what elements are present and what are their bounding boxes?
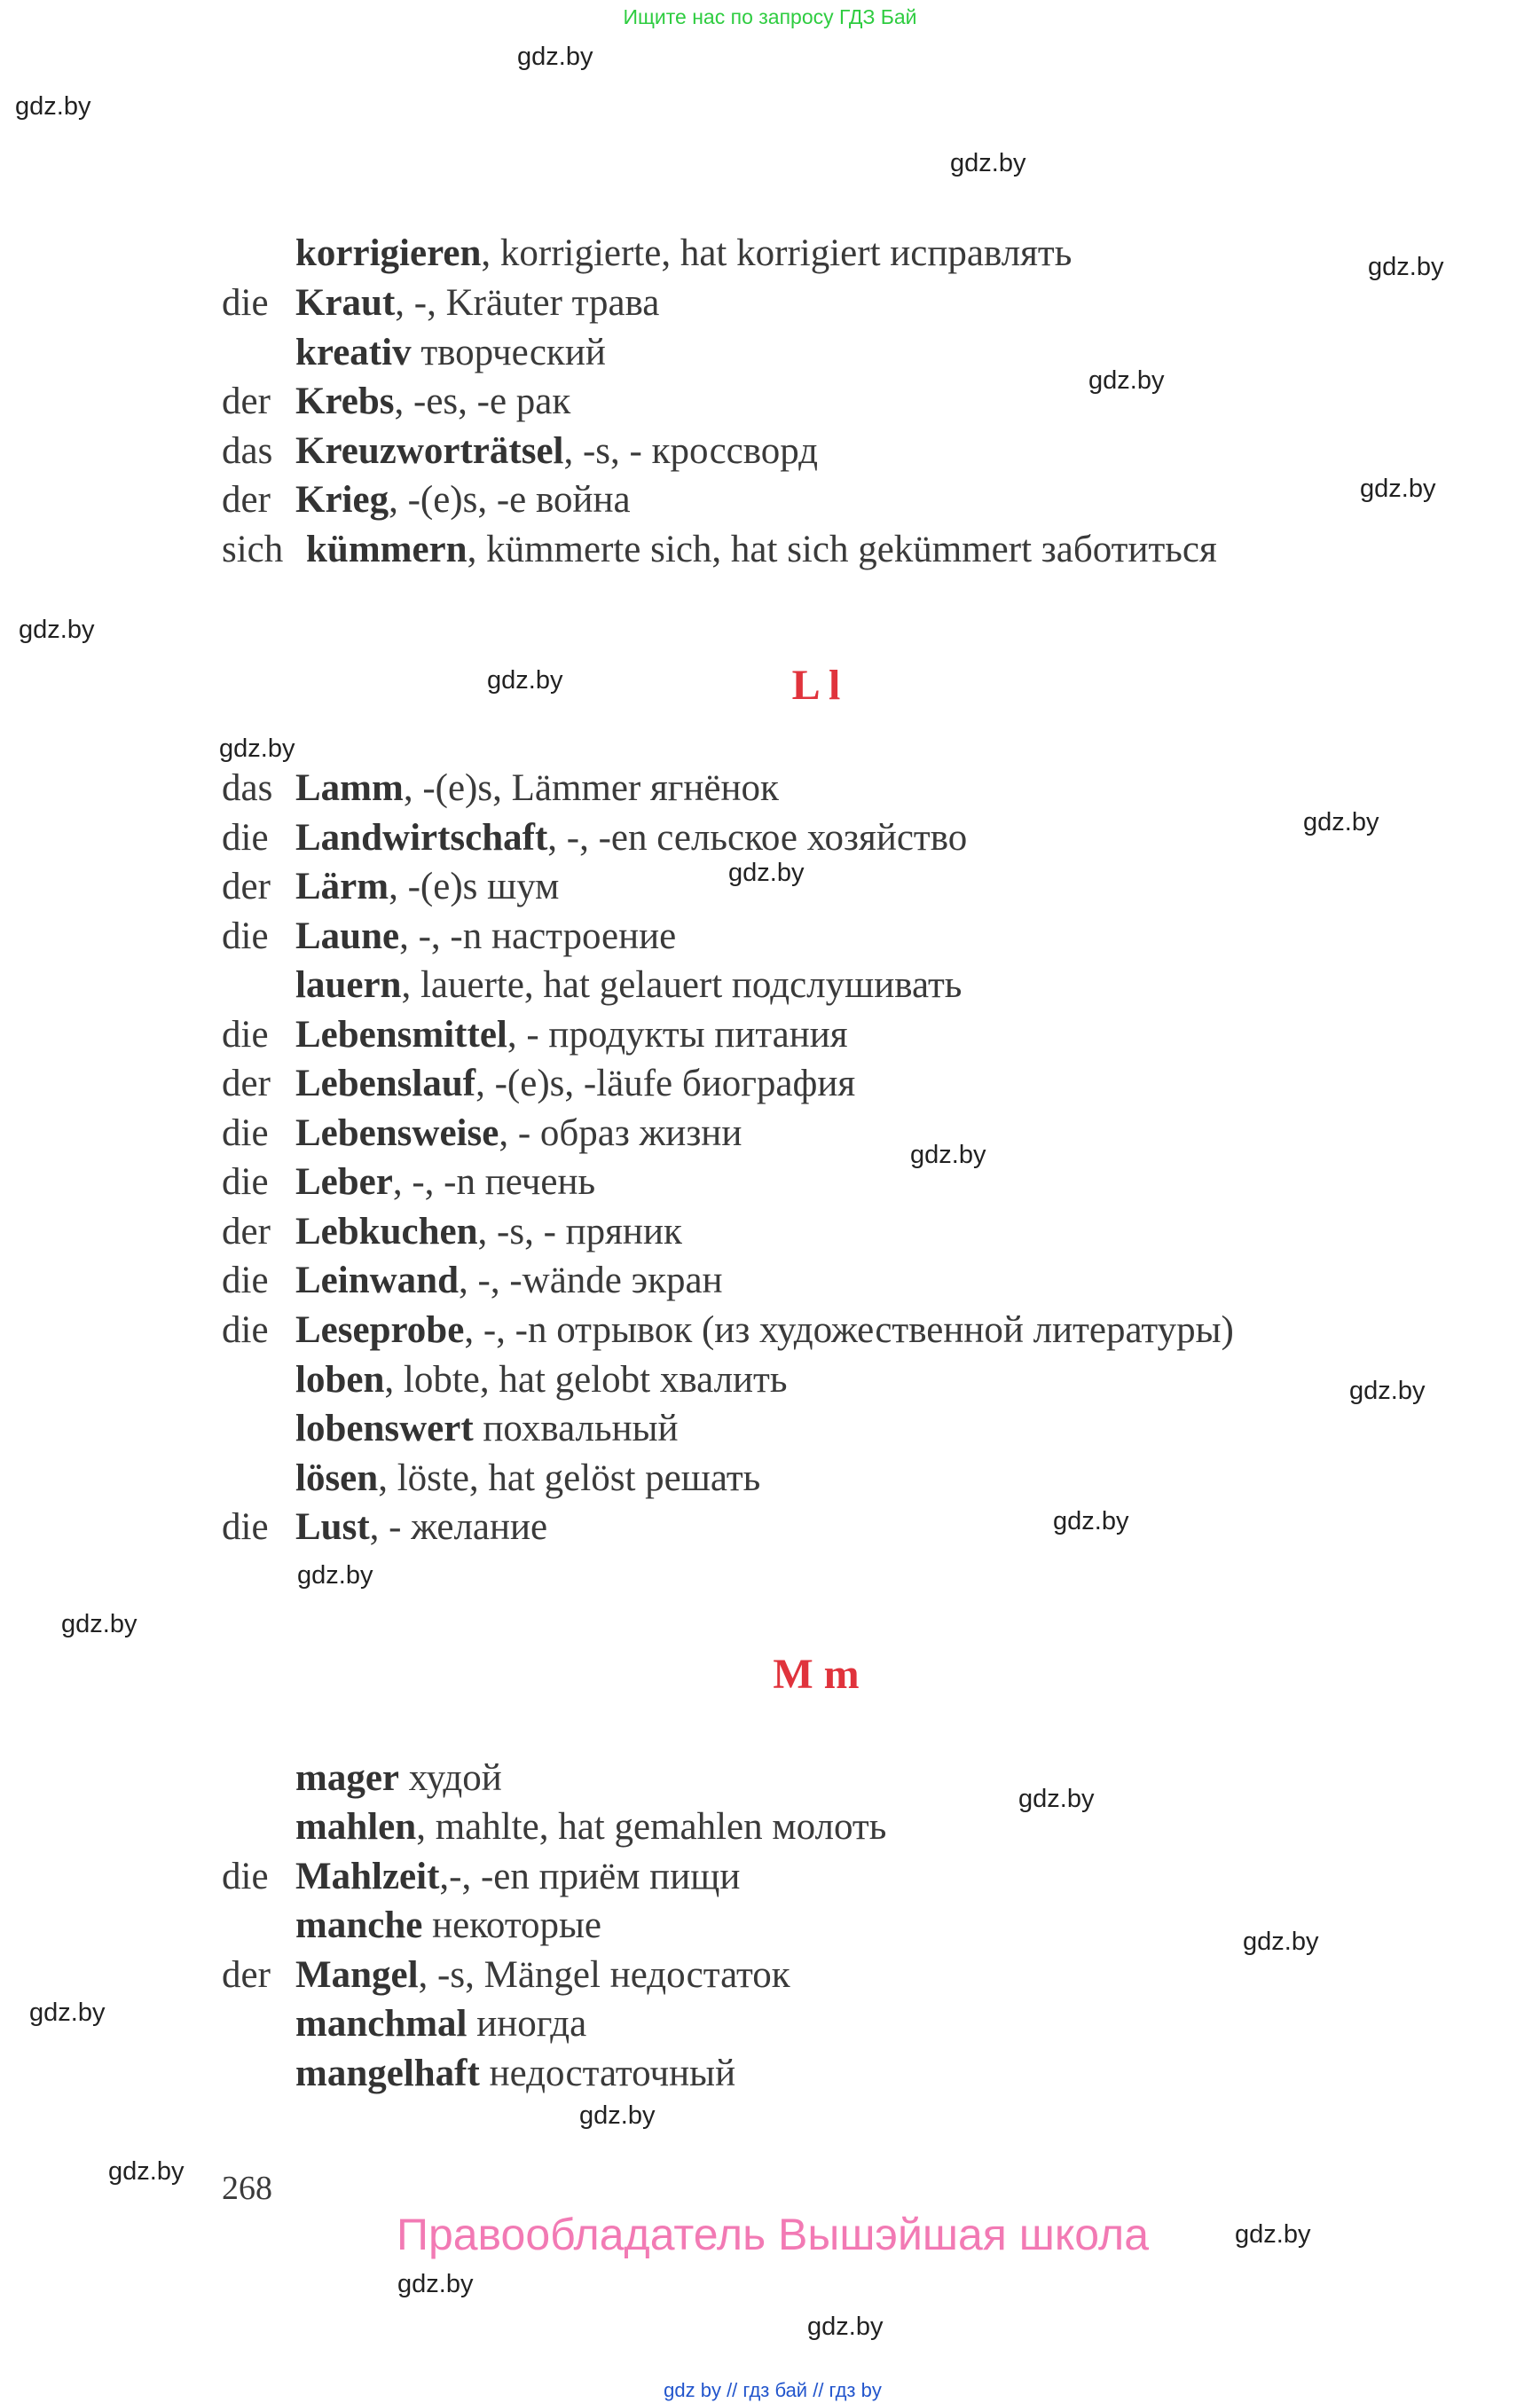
entry-headword: Leseprobe: [295, 1309, 465, 1351]
entry-forms-translation: , lobte, hat gelobt хвалить: [384, 1359, 788, 1401]
entry-headword: manchmal: [295, 2003, 468, 2045]
copyright-owner: Правообладатель Вышэйшая школа: [397, 2210, 1149, 2259]
watermark: gdz.by: [1303, 808, 1379, 836]
entry-article: die: [222, 1112, 269, 1154]
entry-forms-translation: , -, -n отрывок (из художественной литературы): [464, 1309, 1234, 1351]
entry-forms-translation: , lauerte, hat gelauert подслушивать: [401, 964, 962, 1006]
watermark: gdz.by: [1243, 1928, 1319, 1956]
entry-headword: Kraut: [295, 282, 396, 324]
entry-forms-translation: , -, -en сельское хозяйство: [547, 817, 968, 859]
entry-forms-translation: , -es, -e рак: [394, 381, 571, 422]
entry-article: der: [222, 1063, 271, 1104]
entry-headword: Lebensweise: [295, 1112, 499, 1154]
entry-forms-translation: , -, -n печень: [392, 1161, 596, 1203]
entry-headword: Laune: [295, 915, 400, 957]
entry-article: die: [222, 1506, 269, 1548]
entry-headword: kreativ: [295, 332, 412, 373]
entry-article: der: [222, 479, 271, 521]
entry-article: die: [222, 1014, 269, 1056]
entry-forms-translation: худой: [399, 1757, 502, 1799]
entry-headword: lauern: [295, 964, 402, 1006]
entry-forms-translation: , -(e)s шум: [389, 866, 560, 907]
entry-headword: Lust: [295, 1506, 370, 1548]
section-letter-heading: M m: [773, 1651, 860, 1698]
entry-forms-translation: , mahlte, hat gemahlen молоть: [416, 1806, 887, 1848]
entry-headword: Lebenslauf: [295, 1063, 476, 1104]
watermark: gdz.by: [297, 1561, 373, 1590]
entry-headword: Mangel: [295, 1954, 419, 1996]
entry-forms-translation: похвальный: [473, 1408, 679, 1449]
entry-article: der: [222, 1211, 271, 1253]
entry-article: die: [222, 1309, 269, 1351]
entry-headword: Krebs: [295, 381, 395, 422]
entry-forms-translation: творческий: [411, 332, 606, 373]
entry-article: die: [222, 1856, 269, 1897]
entry-headword: Lamm: [295, 767, 404, 809]
entry-article: der: [222, 381, 271, 422]
entry-forms-translation: , korrigierte, hat korrigiert исправлять: [481, 232, 1072, 274]
entry-headword: mangelhaft: [295, 2053, 480, 2094]
entry-headword: Kreuzworträtsel: [295, 430, 564, 472]
watermark: gdz.by: [1360, 475, 1436, 503]
entry-headword: Mahlzeit: [295, 1856, 440, 1897]
top-banner[interactable]: Ищите нас по запросу ГДЗ Бай: [623, 5, 917, 28]
watermark: gdz.by: [807, 2313, 884, 2341]
watermark: gdz.by: [1349, 1377, 1426, 1405]
watermark: gdz.by: [579, 2101, 656, 2130]
entry-article: der: [222, 866, 271, 907]
entry-headword: Leber: [295, 1161, 393, 1203]
entry-headword: korrigieren: [295, 232, 482, 274]
entry-forms-translation: , löste, hat gelöst решать: [378, 1457, 761, 1499]
entry-headword: mager: [295, 1757, 399, 1799]
entry-article: der: [222, 1954, 271, 1996]
entry-headword: Krieg: [295, 479, 389, 521]
entry-article: die: [222, 282, 269, 324]
entry-forms-translation: , -s, - пряник: [477, 1211, 682, 1253]
watermark: gdz.by: [1235, 2220, 1311, 2249]
entry-forms-translation: , -s, - кроссворд: [563, 430, 819, 472]
entry-headword: Lärm: [295, 866, 389, 907]
entry-forms-translation: , - продукты питания: [507, 1014, 848, 1056]
watermark: gdz.by: [29, 1999, 106, 2027]
entry-article: die: [222, 1260, 269, 1301]
entry-headword: lösen: [295, 1457, 379, 1499]
entry-forms-translation: , - образ жизни: [499, 1112, 742, 1154]
watermark: gdz.by: [910, 1141, 986, 1169]
watermark: gdz.by: [1053, 1507, 1129, 1535]
entry-headword: Lebkuchen: [295, 1211, 478, 1253]
entry-forms-translation: , -(e)s, -e война: [389, 479, 631, 521]
watermark: gdz.by: [219, 734, 295, 763]
entry-forms-translation: , kümmerte sich, hat sich gekümmert заботиться: [467, 529, 1217, 570]
watermark: gdz.by: [517, 43, 593, 71]
watermark: gdz.by: [19, 616, 95, 644]
entry-article: die: [222, 915, 269, 957]
entry-headword: loben: [295, 1359, 385, 1401]
entry-forms-translation: , -(e)s, Lämmer ягнёнок: [403, 767, 779, 809]
entry-headword: kümmern: [306, 529, 468, 570]
entry-headword: Lebensmittel: [295, 1014, 507, 1056]
watermark: gdz.by: [950, 149, 1026, 177]
entry-headword: Leinwand: [295, 1260, 460, 1301]
entry-forms-translation: ,-, -en приём пищи: [439, 1856, 741, 1897]
watermark: gdz.by: [397, 2270, 474, 2298]
entry-article: das: [222, 767, 273, 809]
watermark: gdz.by: [1368, 253, 1444, 281]
watermark: gdz.by: [108, 2157, 185, 2186]
entry-forms-translation: недостаточный: [479, 2053, 736, 2094]
page-number: 268: [222, 2170, 272, 2207]
watermark: gdz.by: [728, 859, 805, 887]
entry-article: das: [222, 430, 273, 472]
entry-headword: mahlen: [295, 1806, 417, 1848]
entry-forms-translation: , -, -n настроение: [399, 915, 677, 957]
entry-forms-translation: некоторые: [422, 1904, 602, 1946]
entry-forms-translation: иногда: [467, 2003, 587, 2045]
watermark: gdz.by: [487, 666, 563, 695]
entry-forms-translation: , -, Kräuter трава: [395, 282, 660, 324]
watermark: gdz.by: [61, 1610, 138, 1638]
entry-forms-translation: , -, -wände экран: [459, 1260, 723, 1301]
entry-headword: Landwirtschaft: [295, 817, 548, 859]
entry-article: die: [222, 817, 269, 859]
entry-forms-translation: , -(e)s, -läufe биография: [475, 1063, 856, 1104]
entry-headword: lobenswert: [295, 1408, 474, 1449]
entry-forms-translation: , - желание: [369, 1506, 548, 1548]
watermark: gdz.by: [15, 92, 91, 121]
entry-headword: manche: [295, 1904, 423, 1946]
watermark: gdz.by: [1018, 1785, 1095, 1813]
entry-article: die: [222, 1161, 269, 1203]
footer-links[interactable]: gdz by // гдз бай // гдз by: [664, 2379, 882, 2401]
entry-article: sich: [222, 529, 284, 570]
entry-forms-translation: , -s, Mängel недостаток: [418, 1954, 790, 1996]
watermark: gdz.by: [1088, 366, 1165, 395]
section-letter-heading: L l: [791, 662, 841, 709]
